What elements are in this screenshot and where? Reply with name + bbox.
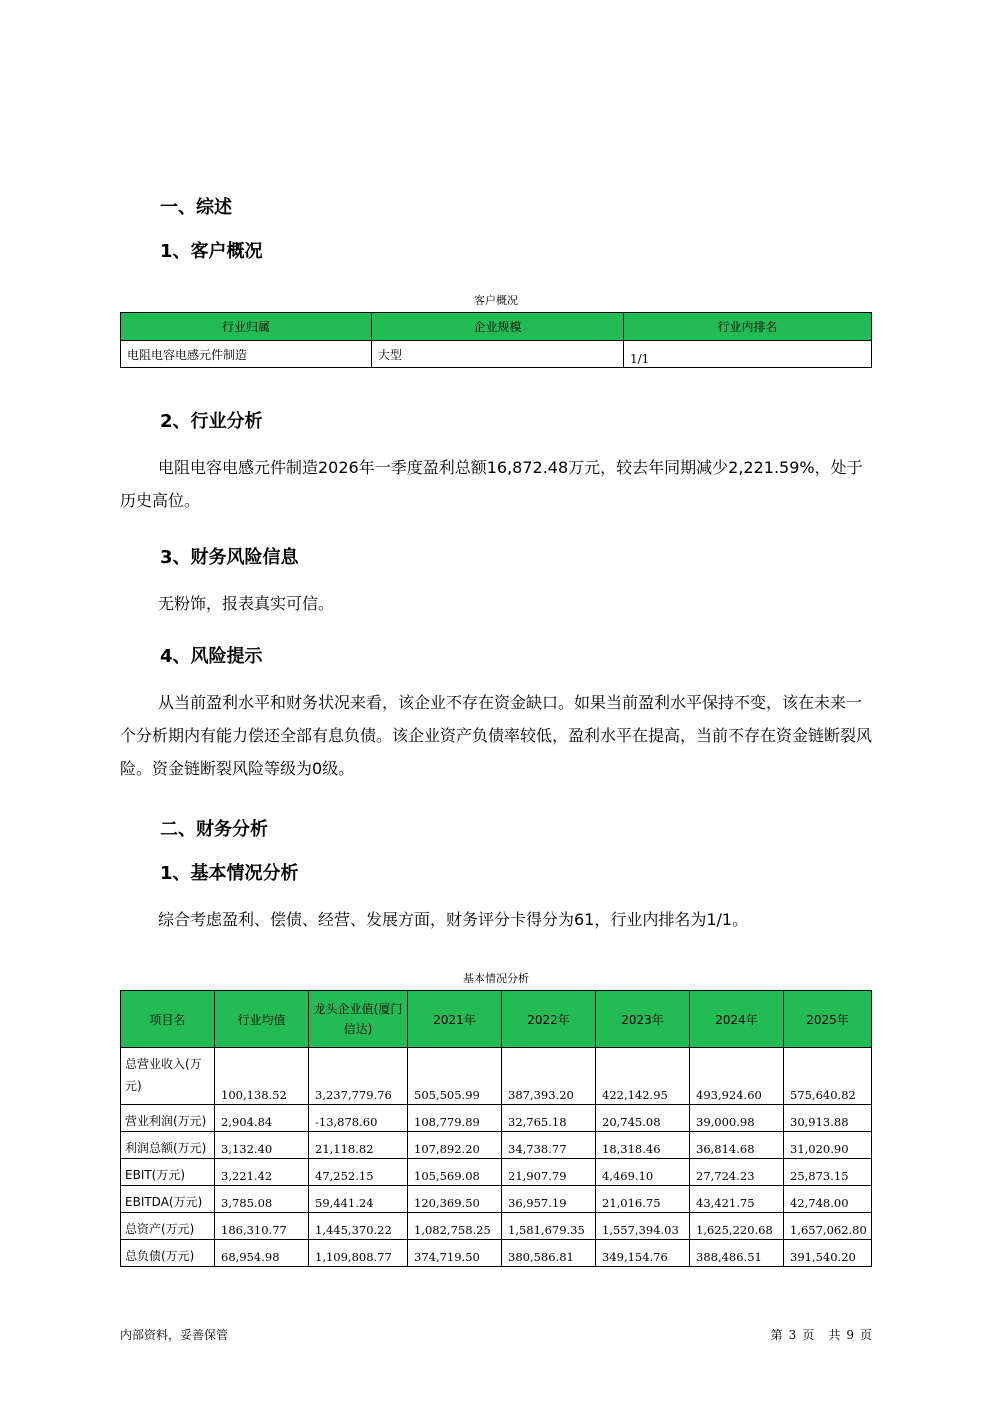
row-value: 21,118.82	[309, 1132, 408, 1159]
footer-page-number	[771, 1326, 872, 1343]
section-title-risk-alert: 4、风险提示	[160, 646, 263, 667]
row-value: 21,016.75	[596, 1186, 690, 1213]
row-value: 105,569.08	[408, 1159, 502, 1186]
basic-analysis-text: 综合考虑盈利、偿债、经营、发展方面，财务评分卡得分为61，行业内排名为1/1。	[158, 910, 749, 929]
basic-header-2024: 2024年	[690, 991, 784, 1048]
row-value: 493,924.60	[690, 1048, 784, 1105]
table-row	[121, 1186, 872, 1213]
row-value: 4,469.10	[596, 1159, 690, 1186]
row-value: 107,892.20	[408, 1132, 502, 1159]
section-title-financial-analysis: 二、财务分析	[160, 819, 268, 840]
row-label: 总营业收入(万元)	[121, 1048, 215, 1105]
basic-analysis-table	[120, 990, 872, 1267]
footer-page-label-1: 第	[770, 1328, 783, 1342]
row-value: 36,814.68	[690, 1132, 784, 1159]
row-label: 总负债(万元)	[121, 1240, 215, 1267]
row-value: 100,138.52	[215, 1048, 309, 1105]
row-value: 3,132.40	[215, 1132, 309, 1159]
customer-header-rank: 行业内排名	[624, 313, 872, 341]
section-title-basic-analysis: 1、基本情况分析	[160, 863, 299, 884]
section-title-customer-overview: 1、客户概况	[160, 241, 263, 262]
section-title-overview: 一、综述	[160, 197, 232, 218]
row-value: 20,745.08	[596, 1105, 690, 1132]
section-title-industry-analysis: 2、行业分析	[160, 411, 263, 432]
row-value: 42,748.00	[784, 1186, 872, 1213]
footer-confidential: 内部资料，妥善保管	[120, 1328, 229, 1342]
row-value: 68,954.98	[215, 1240, 309, 1267]
row-value: 575,640.82	[784, 1048, 872, 1105]
basic-header-leader: 龙头企业值(厦门信达)	[309, 991, 408, 1048]
risk-alert-text: 从当前盈利水平和财务状况来看，该企业不存在资金缺口。如果当前盈利水平保持不变，该在未来一个分析期内有能力偿还全部有息负债。该企业资产负债率较低，盈利水平在提高，当前不存在资金链断裂风险。资金链断裂风险等级为0级。	[120, 693, 873, 778]
row-value: 27,724.23	[690, 1159, 784, 1186]
row-value: 391,540.20	[784, 1240, 872, 1267]
row-value: 388,486.51	[690, 1240, 784, 1267]
row-value: 32,765.18	[502, 1105, 596, 1132]
customer-header-industry: 行业归属	[121, 313, 372, 341]
table-row	[121, 1159, 872, 1186]
basic-header-item: 项目名	[121, 991, 215, 1048]
row-value: 3,785.08	[215, 1186, 309, 1213]
row-value: 422,142.95	[596, 1048, 690, 1105]
customer-header-scale: 企业规模	[372, 313, 624, 341]
section-title-financial-risk: 3、财务风险信息	[160, 547, 299, 568]
basic-header-2023: 2023年	[596, 991, 690, 1048]
table-row	[121, 1132, 872, 1159]
row-value: 43,421.75	[690, 1186, 784, 1213]
row-value: 1,082,758.25	[408, 1213, 502, 1240]
table-row	[121, 1048, 872, 1105]
row-value: 108,779.89	[408, 1105, 502, 1132]
customer-cell-rank: 1/1	[624, 341, 872, 368]
row-label: EBIT(万元)	[121, 1159, 215, 1186]
row-value: 505,505.99	[408, 1048, 502, 1105]
customer-cell-industry: 电阻电容电感元件制造	[121, 341, 372, 368]
row-value: 186,310.77	[215, 1213, 309, 1240]
row-value: 1,445,370.22	[309, 1213, 408, 1240]
row-label: EBITDA(万元)	[121, 1186, 215, 1213]
row-value: 3,221.42	[215, 1159, 309, 1186]
row-value: 47,252.15	[309, 1159, 408, 1186]
row-value: 59,441.24	[309, 1186, 408, 1213]
footer-page-label-3: 共	[828, 1328, 841, 1342]
table-row	[121, 1213, 872, 1240]
row-value: 120,369.50	[408, 1186, 502, 1213]
footer-page-label-2: 页	[802, 1328, 815, 1342]
row-label: 营业利润(万元)	[121, 1105, 215, 1132]
basic-header-industry-avg: 行业均值	[215, 991, 309, 1048]
row-value: 30,913.88	[784, 1105, 872, 1132]
row-value: 18,318.46	[596, 1132, 690, 1159]
row-value: 3,237,779.76	[309, 1048, 408, 1105]
row-value: 387,393.20	[502, 1048, 596, 1105]
row-value: 1,109,808.77	[309, 1240, 408, 1267]
basic-header-2022: 2022年	[502, 991, 596, 1048]
financial-risk-text: 无粉饰，报表真实可信。	[158, 594, 335, 613]
table-row	[121, 1105, 872, 1132]
row-value: 1,657,062.80	[784, 1213, 872, 1240]
customer-table-caption: 客户概况	[474, 294, 518, 307]
footer-page-current: 3	[788, 1328, 797, 1342]
footer-page-label-4: 页	[859, 1328, 872, 1342]
table-row	[121, 1240, 872, 1267]
row-value: 34,738.77	[502, 1132, 596, 1159]
customer-cell-scale: 大型	[372, 341, 624, 368]
row-value: 1,581,679.35	[502, 1213, 596, 1240]
row-label: 利润总额(万元)	[121, 1132, 215, 1159]
row-value: 25,873.15	[784, 1159, 872, 1186]
row-label: 总资产(万元)	[121, 1213, 215, 1240]
row-value: 2,904.84	[215, 1105, 309, 1132]
industry-analysis-text: 电阻电容电感元件制造2026年一季度盈利总额16,872.48万元，较去年同期减少2,221.59%，处于历史高位。	[120, 458, 863, 510]
row-value: 374,719.50	[408, 1240, 502, 1267]
row-value: -13,878.60	[309, 1105, 408, 1132]
row-value: 39,000.98	[690, 1105, 784, 1132]
row-value: 31,020.90	[784, 1132, 872, 1159]
row-value: 1,557,394.03	[596, 1213, 690, 1240]
basic-table-caption: 基本情况分析	[463, 972, 529, 985]
row-value: 349,154.76	[596, 1240, 690, 1267]
row-value: 1,625,220.68	[690, 1213, 784, 1240]
basic-header-2021: 2021年	[408, 991, 502, 1048]
row-value: 380,586.81	[502, 1240, 596, 1267]
row-value: 21,907.79	[502, 1159, 596, 1186]
basic-header-2025: 2025年	[784, 991, 872, 1048]
row-value: 36,957.19	[502, 1186, 596, 1213]
footer-page-total: 9	[846, 1328, 854, 1342]
customer-table	[120, 312, 872, 368]
